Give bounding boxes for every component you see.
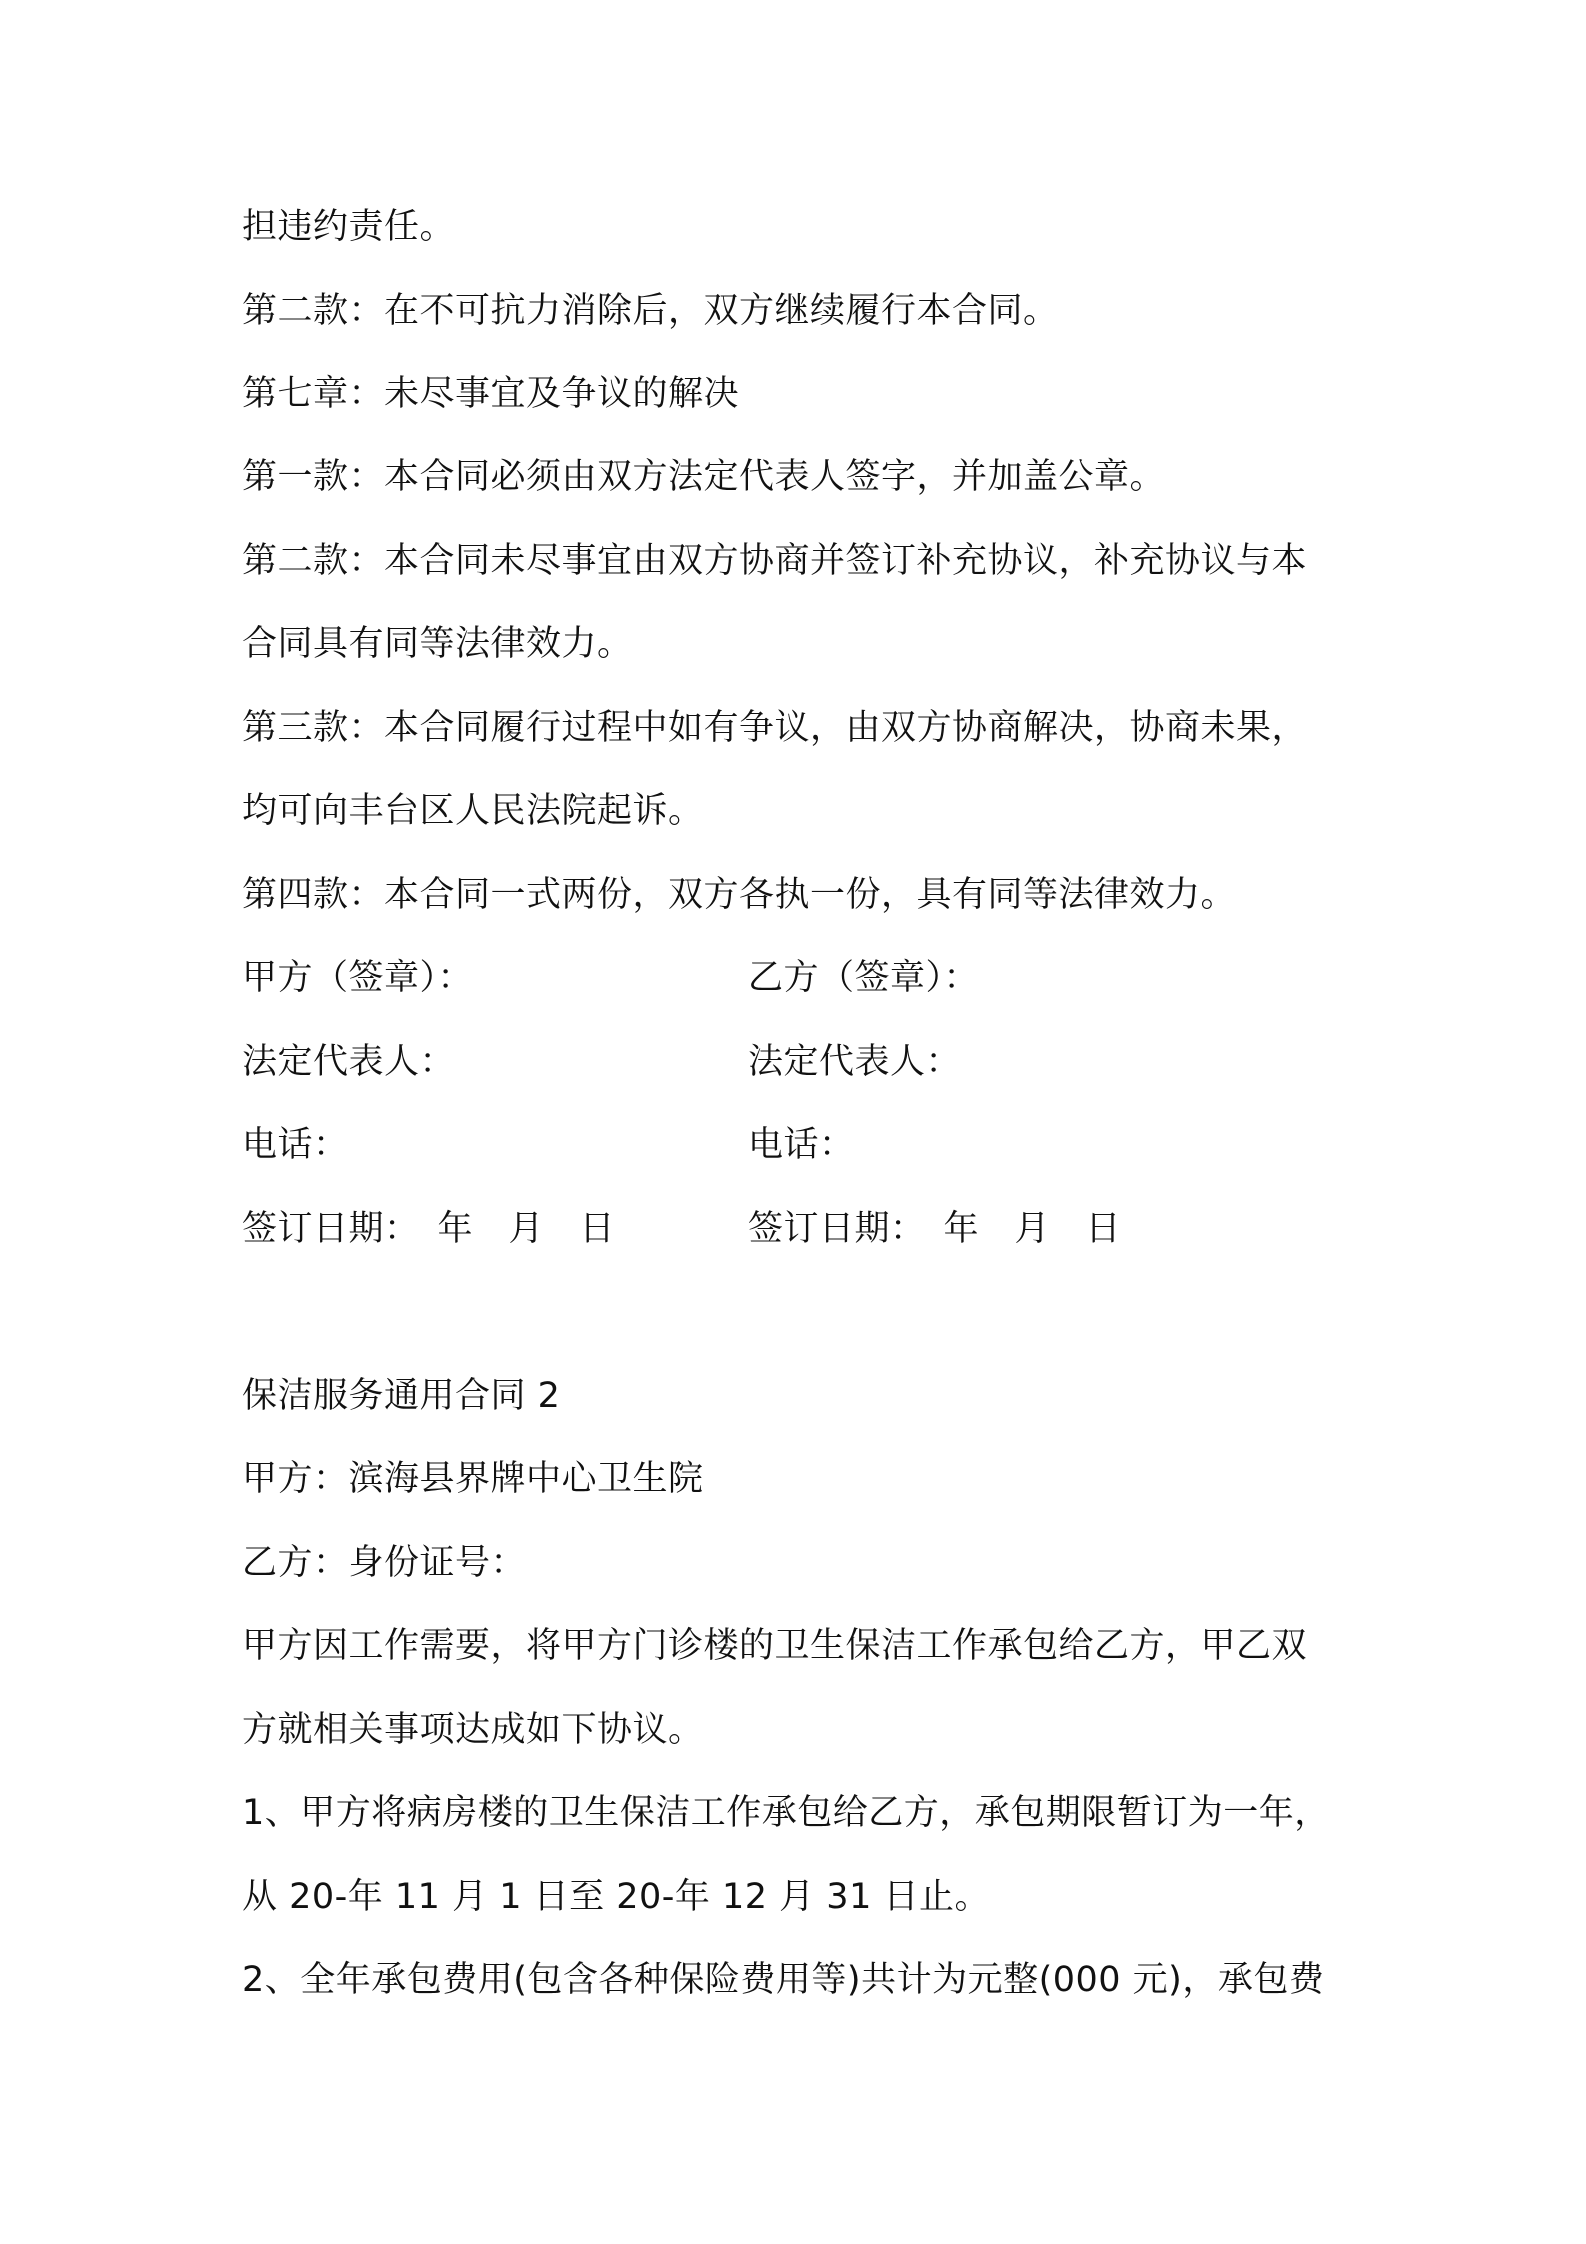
paragraph-line: 方就相关事项达成如下协议。 [242,1710,704,1750]
paragraph-line: 甲方因工作需要，将甲方门诊楼的卫生保洁工作承包给乙方，甲乙双 [242,1626,1308,1666]
paragraph-line: 第二款：在不可抗力消除后，双方继续履行本合同。 [242,291,1059,331]
paragraph-line: 第一款：本合同必须由双方法定代表人签字，并加盖公章。 [242,457,1166,497]
party-b-date-label: 签订日期： 年 月 日 [748,1209,1122,1249]
paragraph-line: 甲方：滨海县界牌中心卫生院 [242,1459,704,1499]
chapter-heading: 第七章：未尽事宜及争议的解决 [242,374,740,414]
paragraph-line: 第三款：本合同履行过程中如有争议，由双方协商解决，协商未果， [242,708,1308,748]
party-a-date-label: 签订日期： 年 月 日 [242,1209,616,1249]
paragraph-line: 乙方：身份证号： [242,1543,527,1583]
paragraph-line: 合同具有同等法律效力。 [242,624,633,664]
paragraph-line: 1、甲方将病房楼的卫生保洁工作承包给乙方，承包期限暂订为一年， [242,1793,1330,1833]
paragraph-line: 担违约责任。 [242,207,456,247]
party-a-phone-label: 电话： [242,1125,349,1165]
paragraph-line: 均可向丰台区人民法院起诉。 [242,791,704,831]
paragraph-line: 2、全年承包费用(包含各种保险费用等)共计为元整(000 元)，承包费 [242,1960,1325,2000]
paragraph-line: 从 20-年 11 月 1 日至 20-年 12 月 31 日止。 [242,1877,990,1917]
paragraph-line: 第四款：本合同一式两份，双方各执一份，具有同等法律效力。 [242,875,1237,915]
party-b-seal-label: 乙方（签章）： [748,958,980,998]
contract-title: 保洁服务通用合同 2 [242,1376,561,1416]
party-b-representative-label: 法定代表人： [748,1042,962,1082]
paragraph-line: 第二款：本合同未尽事宜由双方协商并签订补充协议，补充协议与本 [242,541,1308,581]
party-a-seal-label: 甲方（签章）： [242,958,474,998]
party-a-representative-label: 法定代表人： [242,1042,456,1082]
party-b-phone-label: 电话： [748,1125,855,1165]
